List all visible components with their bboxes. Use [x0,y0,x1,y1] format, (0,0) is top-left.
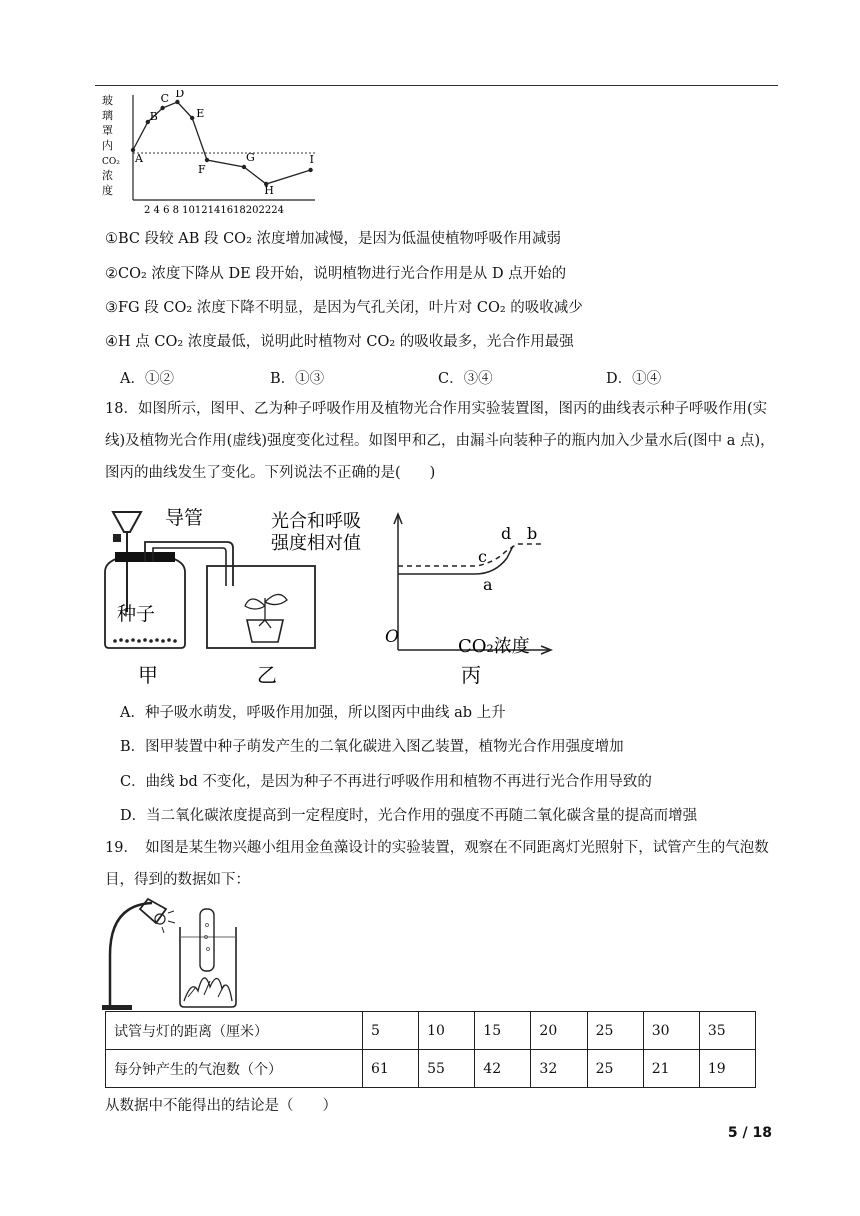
point-label-c: c [478,547,487,566]
y-axis-label-char: 璃 [102,109,113,122]
funnel [113,512,141,532]
y-axis-label-char: 度 [102,184,113,197]
table-cell: 30 [643,1012,699,1050]
curve-point-label: I [309,153,314,166]
row-label-distance: 试管与灯的距离（厘米） [106,1012,363,1050]
tube-label: 导管 [165,507,204,529]
curve-point-f [205,158,209,162]
y-axis-label [102,93,120,197]
seeds [113,638,177,643]
bubble-data-table [105,1011,756,1088]
y-axis-label-char: 玻 [102,94,113,107]
flower-pot [247,620,283,642]
y-axis-label-char: 内 [102,139,113,152]
curve-point-label: B [149,110,158,123]
lamp-shade [140,899,166,923]
curve-point-label: C [160,92,170,105]
table-cell: 55 [419,1050,475,1088]
lamp-base [102,1005,132,1010]
y-axis-label-char: 浓 [102,169,113,182]
q17-option-b[interactable]: B．①③ [270,371,325,387]
curve-point-label: E [196,107,205,120]
plant-box [207,566,315,648]
co2-curve-line [133,102,311,184]
label-jia: 甲 [138,663,158,687]
lamp-beaker-figure [100,895,250,1013]
curve-point-label: G [246,151,255,164]
curve-point-label: F [198,163,206,176]
row-label-bubbles: 每分钟产生的气泡数（个） [106,1050,363,1088]
q18-option-a[interactable]: A．种子吸水萌发，呼吸作用加强，所以图丙中曲线 ab 上升 [120,705,506,721]
table-cell: 35 [699,1012,755,1050]
curve-point-d [175,100,179,104]
table-row [106,1050,756,1088]
table-cell: 15 [475,1012,531,1050]
q18-stem: 18．如图所示，图甲、乙为种子呼吸作用及植物光合作用实验装置图，图丙的曲线表示种子呼吸作用(实线)及植物光合作用(虚线)强度变化过程。如图甲和乙，由漏斗向装种子的瓶内加入少量水后(图中 a 点)，图丙的曲线发生了变化。下列说法不正确的是( ) [105,401,775,481]
curve-point-g [242,165,246,169]
q17-statement-2: ②CO₂ 浓度下降从 DE 段开始，说明植物进行光合作用是从 D 点开始的 [105,266,567,282]
q17-statement-1: ①BC 段较 AB 段 CO₂ 浓度增加减慢，是因为低温使植物呼吸作用减弱 [105,231,561,247]
q17-options [120,367,720,387]
graph-ylabel-line2: 强度相对值 [271,533,361,554]
table-cell: 5 [363,1012,419,1050]
table-cell: 42 [475,1050,531,1088]
table-cell: 10 [419,1012,475,1050]
q17-option-a[interactable]: A．①② [120,371,174,387]
table-row [106,1012,756,1050]
graph-xlabel: CO₂浓度 [458,636,530,657]
page-number: 5 / 18 [727,1125,772,1141]
q19-stem: 19． 如图是某生物兴趣小组用金鱼藻设计的实验装置，观察在不同距离灯光照射下，试管产生的气泡数目，得到的数据如下： [105,840,769,888]
plant-icon [245,594,287,628]
header-rule [95,85,778,86]
graph-origin: O [385,627,399,647]
hornwort-plant [184,978,232,1001]
q18-figure [95,502,565,692]
point-label-d: d [501,524,512,543]
curve-point-c [160,106,164,110]
lamp-bulb [155,914,165,924]
label-bing: 丙 [461,663,481,687]
lamp-stand [110,903,152,1007]
q17-option-c[interactable]: C．③④ [438,371,493,387]
q17-statement-4: ④H 点 CO₂ 浓度最低，说明此时植物对 CO₂ 的吸收最多，光合作用最强 [105,334,574,350]
q18-option-c[interactable]: C．曲线 bd 不变化，是因为种子不再进行呼吸作用和植物不再进行光合作用导致的 [120,774,652,790]
photosynthesis-dashed-line [398,544,543,566]
y-axis-label-char: CO₂ [102,157,120,167]
test-tube [200,909,214,971]
curve-point-label: A [135,152,143,165]
q17-option-d[interactable]: D．①④ [606,371,662,387]
q17-statement-3: ③FG 段 CO₂ 浓度下降不明显，是因为气孔关闭，叶片对 CO₂ 的吸收减少 [105,300,583,316]
curve-point-label: D [175,90,185,100]
table-cell: 21 [643,1050,699,1088]
q18-option-d[interactable]: D．当二氧化碳浓度提高到一定程度时，光合作用的强度不再随二氧化碳含量的提高而增强 [120,808,698,824]
seeds-label: 种子 [117,603,156,625]
hornwort-leaves [188,981,224,997]
table-cell: 61 [363,1050,419,1088]
table-cell: 20 [531,1012,587,1050]
curve-point-e [190,116,194,120]
stopcock [113,534,121,542]
table-cell: 25 [587,1012,643,1050]
beaker [180,927,236,1007]
graph-ylabel-line1: 光合和呼吸 [271,511,361,532]
q19-conclusion-prompt: 从数据中不能得出的结论是（ ） [105,1098,337,1114]
respiration-solid-line [398,546,513,574]
table-cell: 19 [699,1050,755,1088]
point-label-a: a [483,575,493,594]
point-label-b: b [527,524,538,543]
q18-option-b[interactable]: B．图甲装置中种子萌发产生的二氧化碳进入图乙装置，植物光合作用强度增加 [120,739,624,755]
label-yi: 乙 [257,663,277,687]
curve-point-i [308,168,312,172]
y-axis-label-char: 罩 [102,124,113,137]
table-cell: 25 [587,1050,643,1088]
curve-point-label: H [264,184,274,197]
table-cell: 32 [531,1050,587,1088]
x-tick-labels: 2 4 6 8 1012141618202224 [144,205,284,216]
co2-curve-figure [100,90,330,218]
